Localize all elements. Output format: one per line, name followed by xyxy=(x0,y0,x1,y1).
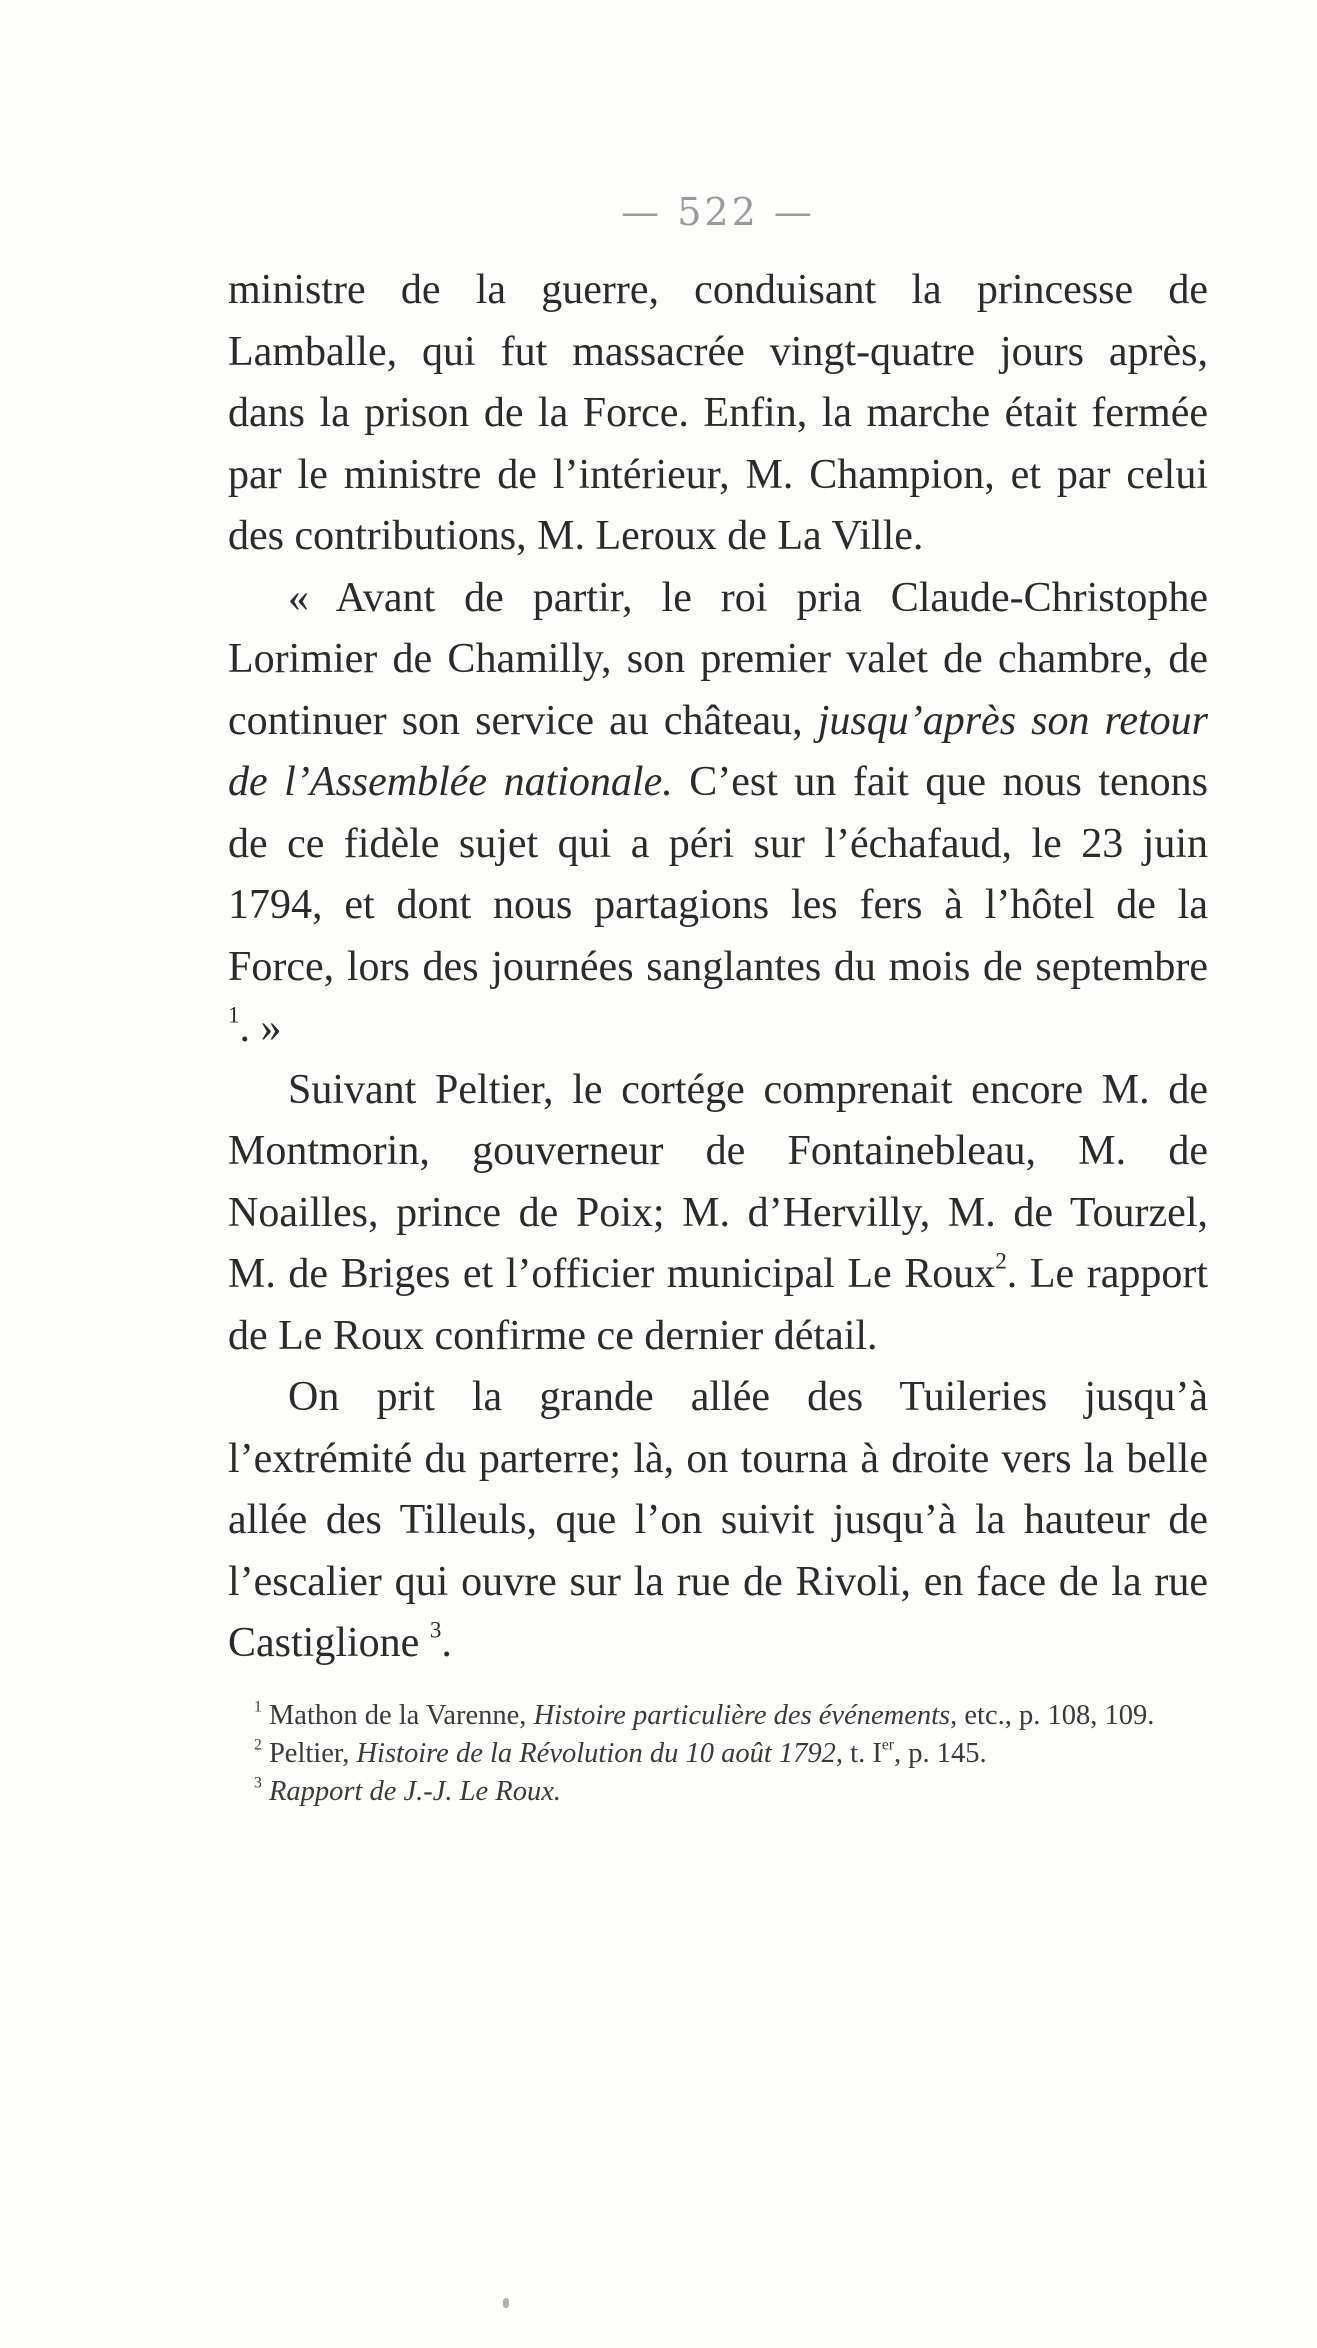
footnote-title: Histoire particulière des événements xyxy=(533,1699,951,1731)
paragraph xyxy=(228,1367,1208,1675)
footnote-title: Rapport de J.-J. Le Roux. xyxy=(261,1775,561,1807)
footnote-author: Mathon de la Varenne, xyxy=(261,1699,534,1731)
printer-mark xyxy=(503,2298,509,2308)
footnote-mark: 1 xyxy=(254,1697,262,1715)
paragraph-text: On prit la grande allée des Tuileries jusqu’à l’extrémité du parterre; là, on tourna à droite vers la belle allée des Tilleuls, que l’on suivit jusqu’à la hauteur de l’escalier qui ouvre sur la rue de Rivoli, en face de la rue Castiglione xyxy=(228,1374,1208,1666)
footnote-ref: 1 xyxy=(228,1001,240,1028)
footnote-ref: 3 xyxy=(429,1616,442,1643)
paragraph xyxy=(228,260,1208,568)
paragraph-text: « Avant de partir, le roi pria Claude-Christophe Lorimier de Chamilly, son premier valet de chambre, de continuer son service au château, xyxy=(228,574,1208,744)
footnote-ref: 2 xyxy=(995,1247,1007,1274)
footnote xyxy=(228,1735,1208,1773)
page-number: — 522 — xyxy=(621,190,815,234)
footnote-sup: er xyxy=(881,1735,894,1753)
footnote-text: , p. 145. xyxy=(894,1737,987,1769)
paragraph xyxy=(228,568,1208,1060)
footnote-mark: 3 xyxy=(254,1773,262,1791)
footnotes xyxy=(228,1697,1208,1811)
footnote-title: Histoire de la Révolution du 10 août 1792 xyxy=(356,1737,836,1769)
paragraph-text: Suivant Peltier, le cortége comprenait encore M. de Montmorin, gouverneur de Fontainebleau, M. de Noailles, prince de Poix; M. d’Hervilly, M. de Tourzel, M. de Briges et l’officier municipal Le Roux xyxy=(228,1066,1208,1297)
paragraph xyxy=(228,1060,1208,1368)
footnote xyxy=(228,1773,1208,1811)
paragraph-text: . » xyxy=(239,1005,282,1051)
footnote-text: , etc., p. 108, 109. xyxy=(950,1699,1155,1731)
paragraph-text: ministre de la guerre, conduisant la princesse de Lamballe, qui fut massacrée vingt-quatre jours après, dans la prison de la Force. Enfin, la marche était fermée par le ministre de l’intérieur, M. Champion, et par celui des contributions, M. Leroux de La Ville. xyxy=(228,267,1208,559)
footnote xyxy=(228,1697,1208,1735)
italic-quote: jusqu’après son retour de l’Assemblée nationale. xyxy=(228,697,1208,805)
paragraph-text: C’est un fait que nous tenons de ce fidèle sujet qui a péri sur l’échafaud, le 23 juin 1794, et dont nous partagions les fers à l’hôtel de la Force, lors des journées sanglantes du mois de septembre xyxy=(228,759,1208,990)
main-text xyxy=(228,260,1208,1675)
footnote-mark: 2 xyxy=(254,1735,262,1753)
paragraph-text: . xyxy=(441,1620,452,1666)
book-page xyxy=(228,150,1208,1811)
footnote-text: , t. I xyxy=(835,1737,882,1769)
footnote-author: Peltier, xyxy=(261,1737,357,1769)
paragraph-text: . Le rapport de Le Roux confirme ce dernier détail. xyxy=(228,1251,1208,1359)
